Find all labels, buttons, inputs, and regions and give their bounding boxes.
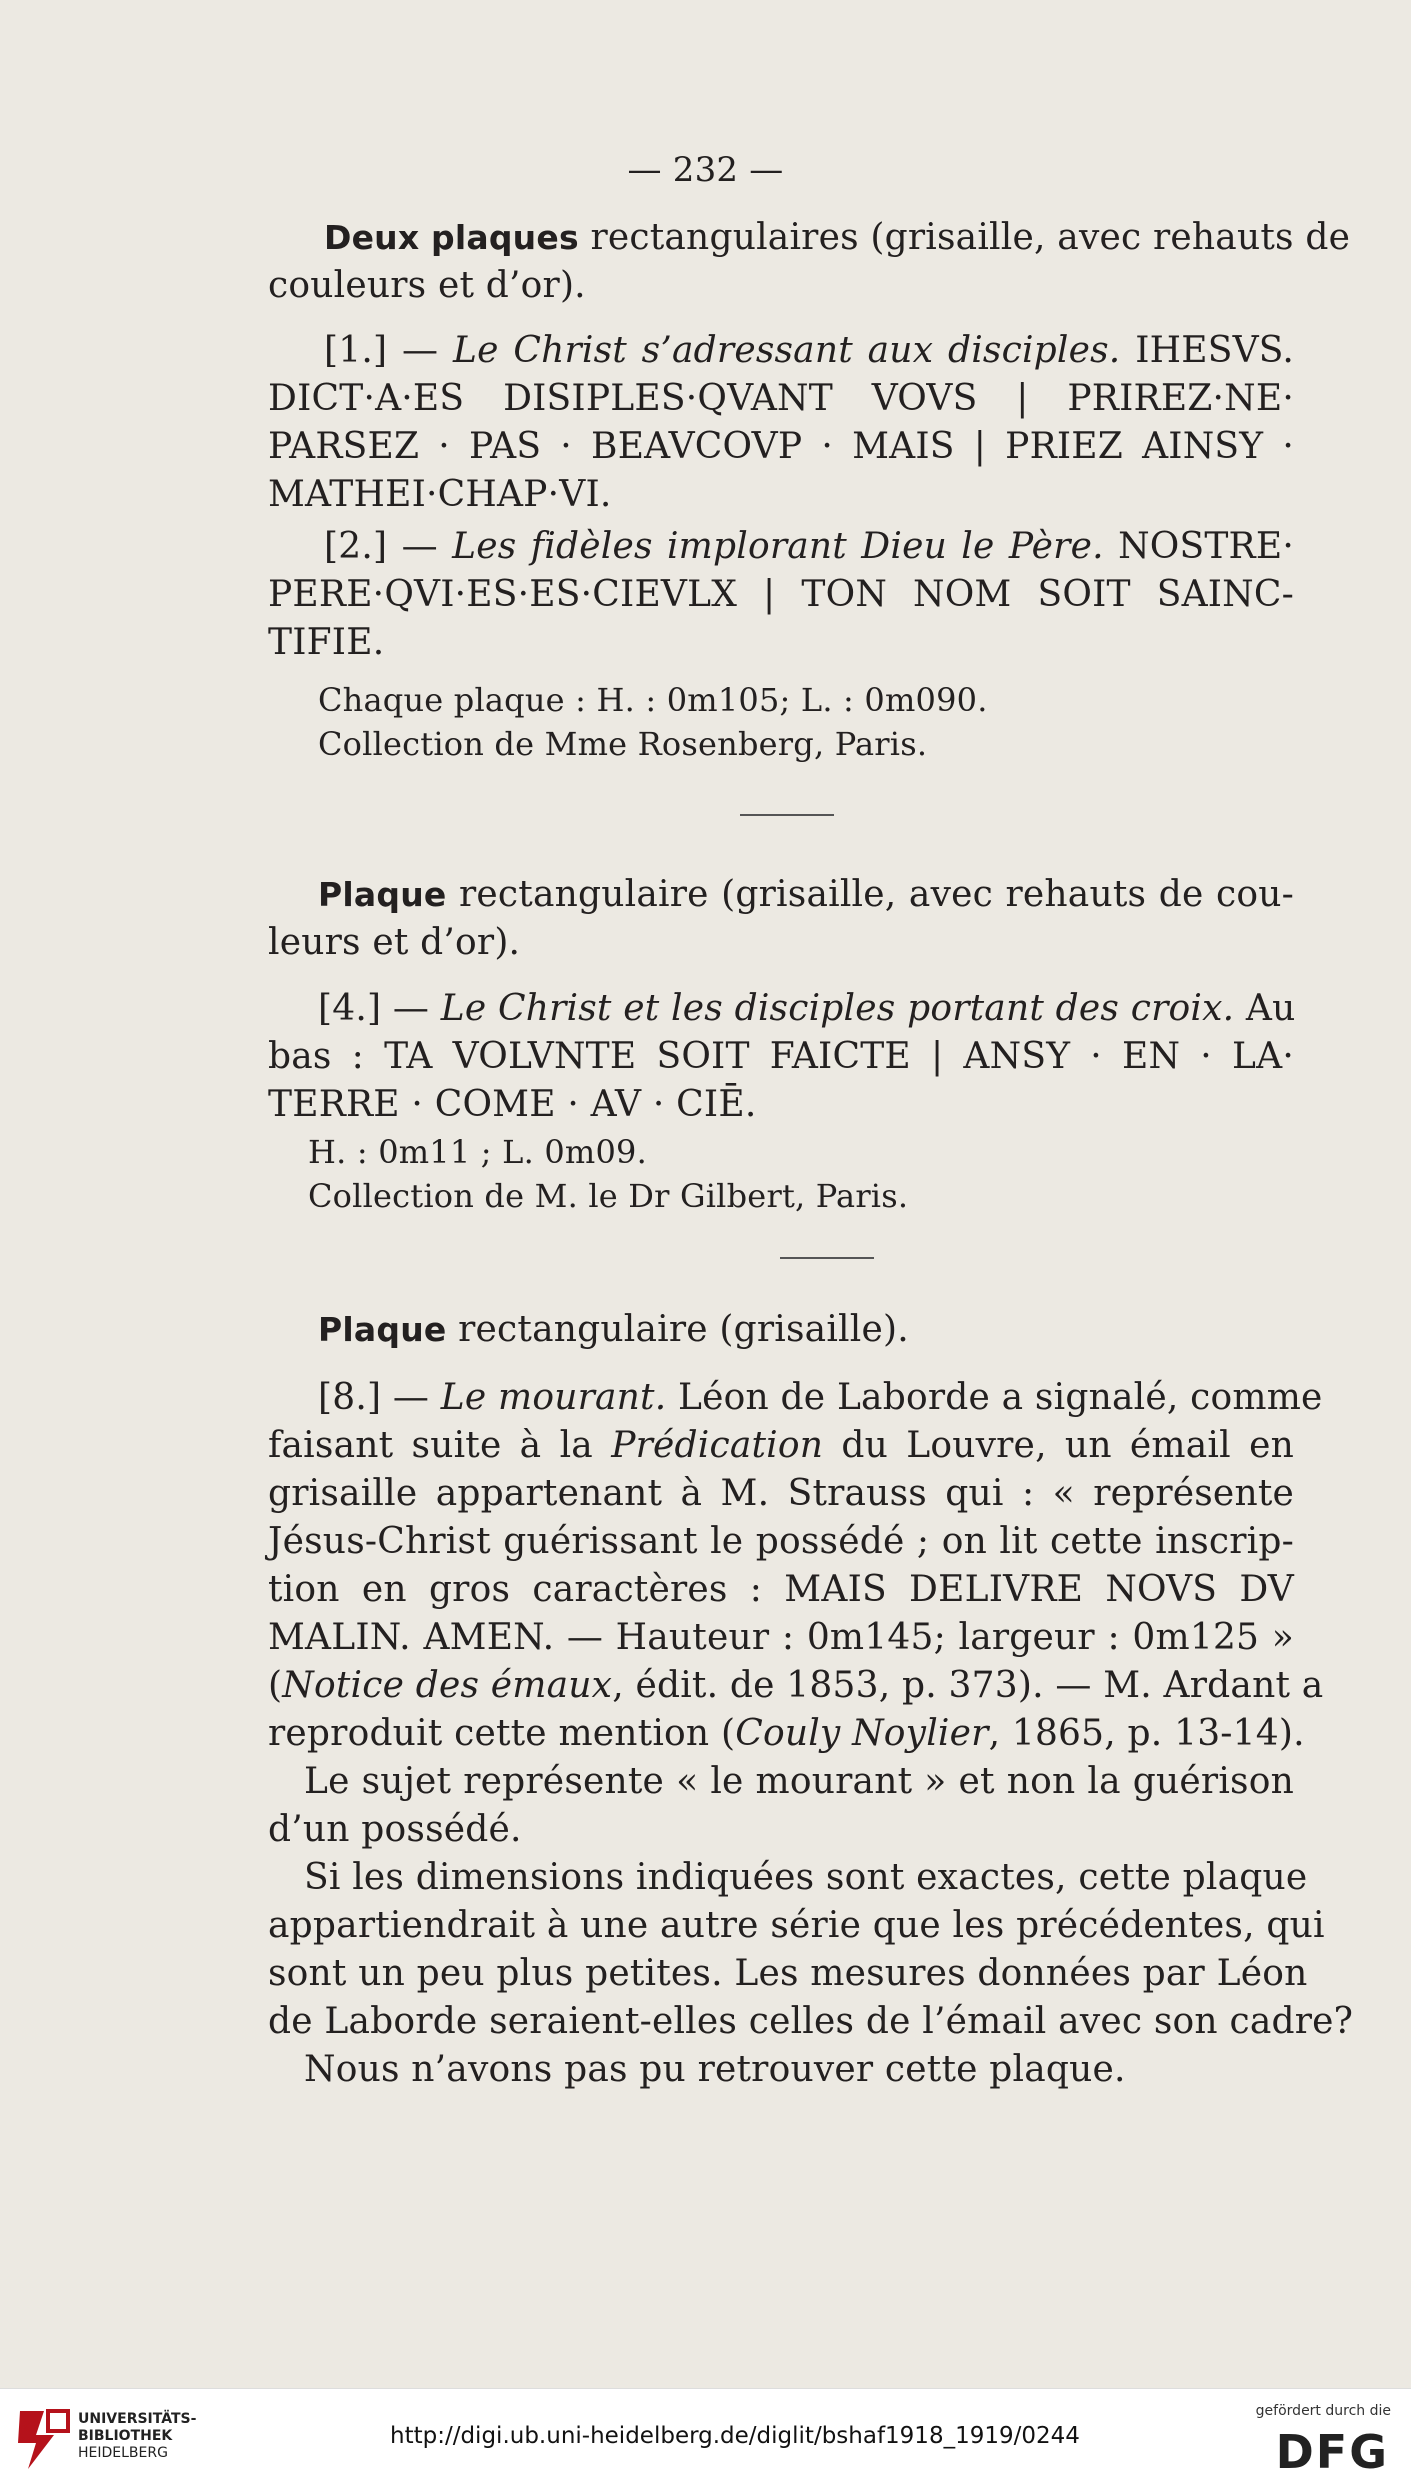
- section1-heading: Deux plaques: [324, 218, 579, 257]
- item4-line-0: bas : TA VOLVNTE SOIT FAICTE | ANSY · EN · LA·: [268, 1036, 1294, 1077]
- section2-first-line: [268, 871, 1294, 919]
- separator-rule-2: [780, 1257, 874, 1259]
- item4-line-1: TERRE · COME · AV · CIĒ.: [268, 1084, 757, 1125]
- item2-line-0: PERE·QVI·ES·ES·CIEVLX | TON NOM SOIT SAINC-: [268, 574, 1294, 615]
- para2-line-0: Si les dimensions indiquées sont exactes, cette plaque: [304, 1857, 1308, 1898]
- item8-label: [8.] —: [318, 1377, 430, 1418]
- item8-line7-italic: Notice des émaux: [282, 1665, 613, 1706]
- item2-title: Les fidèles implorant Dieu le Père.: [452, 526, 1104, 567]
- item2-line-1: TIFIE.: [268, 622, 385, 663]
- section1-line-1: couleurs et d’or).: [268, 265, 586, 306]
- item8-first-line: [268, 1374, 1323, 1422]
- item1-line-2: MATHEI·CHAP·VI.: [268, 474, 612, 515]
- section1-dimensions: Chaque plaque : H. : 0m105; L. : 0m090.: [318, 681, 988, 719]
- item8-line-3: grisaille appartenant à M. Strauss qui : « représente: [268, 1473, 1294, 1514]
- item4-first-line: [268, 985, 1294, 1033]
- item8-line-2: [268, 1422, 1294, 1470]
- item8-title: Le mourant.: [440, 1377, 667, 1418]
- separator-rule-1: [740, 814, 834, 816]
- item1-first-line: [268, 327, 1294, 375]
- section2-heading: Plaque: [318, 875, 447, 914]
- item8-line-4: Jésus-Christ guérissant le possédé ; on lit cette inscrip-: [268, 1521, 1294, 1562]
- section2-collection: Collection de M. le Dr Gilbert, Paris.: [308, 1177, 909, 1215]
- item8-line-7: (Notice des émaux, édit. de 1853, p. 373). — M. Ardant a: [268, 1665, 1324, 1706]
- source-url-link[interactable]: http://digi.ub.uni-heidelberg.de/diglit/bshaf1918_1919/0244: [390, 2423, 1080, 2449]
- section1-collection: Collection de Mme Rosenberg, Paris.: [318, 725, 928, 763]
- item8-line7-rest: , édit. de 1853, p. 373). — M. Ardant a: [612, 1665, 1324, 1706]
- item1-label: [1.] —: [324, 330, 439, 371]
- item4-label: [4.] —: [318, 988, 430, 1029]
- item1-title: Le Christ s’adressant aux disciples.: [452, 330, 1121, 371]
- footer-bar: [0, 2388, 1411, 2489]
- section1-first-line: [268, 214, 1351, 262]
- university-seal-icon: [14, 2405, 72, 2473]
- item2-label: [2.] —: [324, 526, 438, 567]
- library-name: UNIVERSITÄTS- BIBLIOTHEK HEIDELBERG: [78, 2411, 197, 2461]
- item8-line2-italic: Prédication: [611, 1425, 824, 1466]
- item4-after-title: Au: [1245, 988, 1296, 1029]
- para3-line-0: Nous n’avons pas pu retrouver cette plaque.: [304, 2049, 1126, 2090]
- item8-line8-a: reproduit cette mention (: [268, 1713, 736, 1754]
- section3-heading-rest: rectangulaire (grisaille).: [458, 1309, 909, 1350]
- item8-line8-b: , 1865, p. 13-14).: [988, 1713, 1305, 1754]
- item8-line-6: MALIN. AMEN. — Hauteur : 0m145; largeur : 0m125 »: [268, 1617, 1294, 1658]
- item1-line-0: DICT·A·ES DISIPLES·QVANT VOVS | PRIREZ·NE·: [268, 378, 1294, 419]
- para2-line-3: de Laborde seraient-elles celles de l’émail avec son cadre?: [268, 2001, 1354, 2042]
- item1-inscription-start: IHESVS.: [1135, 330, 1294, 371]
- dfg-logo: DFG: [1275, 2425, 1389, 2479]
- item4-title: Le Christ et les disciples portant des croix.: [440, 988, 1235, 1029]
- item8-line2-b: du Louvre, un émail en: [841, 1425, 1294, 1466]
- item2-first-line: [268, 523, 1294, 571]
- section3-heading: Plaque: [318, 1310, 447, 1349]
- item1-line-1: PARSEZ · PAS · BEAVCOVP · MAIS | PRIEZ AINSY ·: [268, 426, 1294, 467]
- item8-line8-italic: Couly Noylier: [735, 1713, 989, 1754]
- para1-line-1: d’un possédé.: [268, 1809, 522, 1850]
- funded-by-label: gefördert durch die: [1255, 2403, 1391, 2419]
- section2-dimensions: H. : 0m11 ; L. 0m09.: [308, 1133, 647, 1171]
- section3-first-line: [268, 1306, 1344, 1354]
- section2-line-1: leurs et d’or).: [268, 922, 521, 963]
- item8-line-8: [268, 1710, 1305, 1758]
- para1-line-0: Le sujet représente « le mourant » et non la guérison: [304, 1761, 1294, 1802]
- item2-inscription-start: NOSTRE·: [1118, 526, 1294, 567]
- section1-line-0: rectangulaires (grisaille, avec rehauts de: [590, 217, 1351, 258]
- section2-line-0: rectangulaire (grisaille, avec rehauts de cou-: [459, 874, 1294, 915]
- para2-line-2: sont un peu plus petites. Les mesures données par Léon: [268, 1953, 1308, 1994]
- item8-line2-a: faisant suite à la: [268, 1425, 593, 1466]
- page-number: — 232 —: [627, 150, 784, 190]
- item8-first-rest: Léon de Laborde a signalé, comme: [678, 1377, 1323, 1418]
- para2-line-1: appartiendrait à une autre série que les précédentes, qui: [268, 1905, 1325, 1946]
- item8-line-5: tion en gros caractères : MAIS DELIVRE NOVS DV: [268, 1569, 1294, 1610]
